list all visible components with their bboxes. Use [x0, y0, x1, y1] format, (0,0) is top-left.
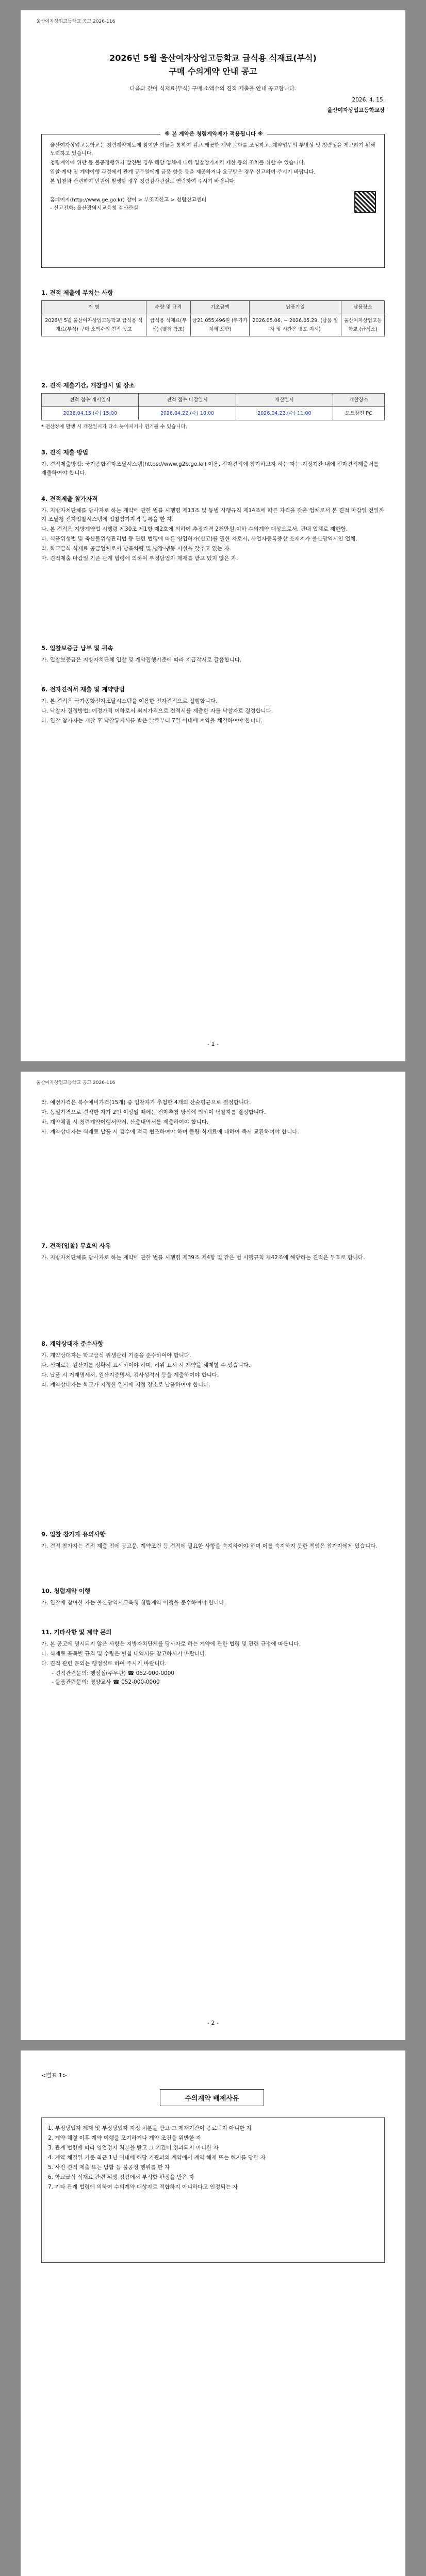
- section-title: 6. 전자견적서 제출 및 계약방법: [41, 686, 125, 693]
- section-title: 9. 입찰 참가자 유의사항: [41, 1531, 106, 1538]
- section-title: 1. 견적 제출에 부치는 사항: [41, 289, 113, 296]
- table-header: 견적 접수 개시일시: [42, 394, 139, 407]
- section-title: 11. 기타사항 및 계약 문의: [41, 1629, 112, 1636]
- section-body: 가. 입찰에 참여한 자는 울산광역시교육청 청렴계약 이행을 준수하여야 합니다.: [41, 1600, 226, 1606]
- table-cell: 금21,055,496원 (부가가치세 포함): [191, 314, 250, 336]
- table-header: 개찰일시: [236, 394, 333, 407]
- item-table: [41, 300, 385, 336]
- list-item: 나. 본 견적은 지방계약법 시행령 제30조 제1항 제2호에 의하여 추정가격 2천만원 이하 수의계약 대상으로서, 관내 업체로 제한함.: [41, 526, 348, 532]
- list-item: 다. 입찰 참가자는 개찰 후 낙찰통지서를 받은 날로부터 7일 이내에 계약을 체결하여야 합니다.: [41, 718, 263, 724]
- list-item: 나. 낙찰자 결정방법: 예정가격 이하로서 최저가격으로 견적서를 제출한 자를 낙찰자로 결정합니다.: [41, 708, 273, 714]
- table-header: 기초금액: [191, 301, 250, 314]
- section-title: 2. 견적 제출기간, 개찰일시 및 장소: [41, 382, 135, 389]
- section-title: 5. 입찰보증금 납부 및 귀속: [41, 645, 113, 652]
- section-11: [41, 1628, 385, 1687]
- section-body: 가. 견적 참가자는 견적 제출 전에 공고문, 계약조건 등 견적에 필요한 사항을 숙지하여야 하며 이를 숙지하지 못한 책임은 참가자에게 있습니다.: [41, 1543, 378, 1549]
- announce-date: 2026. 4. 15.: [352, 97, 385, 103]
- table-cell: 2026.04.22.(수) 11:00: [236, 407, 333, 420]
- list-item: 3. 관계 법령에 따라 영업정지 처분을 받고 그 기간이 경과되지 아니한 자: [48, 2145, 219, 2151]
- section-9: [41, 1530, 385, 1551]
- section-1: [41, 289, 385, 336]
- table-cell: 2026.04.15.(수) 15:00: [42, 407, 139, 420]
- list-item: 5. 사전 견적 제출 또는 담합 등 불공정 행위를 한 자: [48, 2164, 170, 2171]
- contact-line: - 견적관련문의: 행정실(주무관) ☎ 052-000-0000: [52, 1670, 175, 1676]
- notice-body: 울산여자상업고등학교는 청렴계약제도에 참여한 이들을 통하여 깊고 깨끗한 계약 문화를 조성하고, 계약업무의 투명성 및 청렴성을 제고하기 위해 노력하고 있습니다.: [50, 143, 375, 157]
- section-3: [41, 448, 385, 478]
- notice-contact: 홈페이지(http://www.ge.go.kr) 참여 > 부조리신고 > 청렴신고센터: [50, 197, 207, 203]
- list-item: 다. 견적 관련 문의는 행정실로 하여 주시기 바랍니다.: [41, 1660, 167, 1667]
- appendix-title: 수의계약 배제사유: [160, 2089, 264, 2106]
- notice-bullet: 청렴계약에 위반 등 불공정행위가 발견될 경우 해당 업체에 대해 입찰참가자격 제한 등의 조치를 취할 수 있습니다.: [50, 160, 306, 166]
- section-6-continued: [41, 1097, 385, 1138]
- doc-title: 2026년 5월 울산여자상업고등학교 급식용 식재료(부식): [109, 53, 317, 63]
- list-item: 다. 납품 시 거래명세서, 원산지증명서, 검사성적서 등을 제출하여야 합니다.: [41, 1372, 219, 1378]
- section-7: [41, 1242, 385, 1262]
- list-item: 나. 식재료 품목별 규격 및 수량은 별첨 내역서를 참고하시기 바랍니다.: [41, 1651, 207, 1657]
- doc-header: 울산여자상업고등학교 공고 2026-116: [36, 1080, 116, 1086]
- page-3: [21, 2050, 405, 2576]
- table-cell: 2026.04.22.(수) 10:00: [139, 407, 236, 420]
- table-cell: 2026.05.06. ~ 2026.05.29. (납품 일자 및 시간은 별도 지시): [250, 314, 341, 336]
- section-title: 3. 견적 제출 방법: [41, 449, 89, 456]
- table-header: 건 명: [42, 301, 146, 314]
- qr-code-icon: [354, 191, 376, 213]
- list-item: 가. 지방자치단체를 당사자로 하는 계약에 관한 법률 시행령 제13조 및 동법 시행규칙 제14조에 따른 자격을 갖춘 업체로서 본 견적 마감일 전일까지 조달청 전자입찰시스템에 입찰참가자격 등록을 한 자.: [41, 507, 384, 522]
- list-item: 라. 학교급식 식재료 공급업체로서 납품차량 및 냉장·냉동 시설을 갖추고 있는 자.: [41, 546, 231, 552]
- exclusion-list: [41, 2117, 385, 2263]
- page-number: - 1 -: [207, 1041, 219, 1047]
- list-item: 다. 식품위생법 및 축산물위생관리법 등 관련 법령에 따른 영업허가(신고)를 필한 자로서, 사업자등록증상 소재지가 울산광역시인 업체.: [41, 536, 357, 542]
- section-title: 8. 계약상대자 준수사항: [41, 1340, 104, 1347]
- list-item: 나. 식재료는 원산지를 정확히 표시하여야 하며, 허위 표시 시 계약을 해제할 수 있습니다.: [41, 1362, 251, 1368]
- list-item: 가. 계약상대자는 학교급식 위생관리 기준을 준수하여야 합니다.: [41, 1352, 191, 1359]
- list-item: 라. 계약상대자는 학교가 지정한 일시에 지정 장소로 납품하여야 합니다.: [41, 1382, 210, 1388]
- list-item: 가. 본 견적은 국가종합전자조달시스템을 이용한 전자견적으로 집행합니다.: [41, 698, 218, 704]
- integrity-notice: [41, 131, 385, 268]
- section-6: [41, 685, 385, 726]
- table-cell: 급식용 식재료(부식) (별첨 참조): [146, 314, 190, 336]
- list-item: 사. 계약상대자는 식재료 납품 시 검수에 적극 협조하여야 하며 불량 식재료에 대하여 즉시 교환하여야 합니다.: [41, 1129, 299, 1135]
- table-header: 납품기일: [250, 301, 341, 314]
- list-item: 4. 계약 체결일 기준 최근 1년 이내에 해당 기관과의 계약에서 계약 해제 또는 해지를 당한 자: [48, 2155, 266, 2161]
- table-cell: 울산여자상업고등학교 (급식소): [341, 314, 385, 336]
- section-body: 가. 견적제출방법: 국가종합전자조달시스템(https://www.g2b.go.kr) 이용, 전자견적에 참가하고자 하는 자는 지정기간 내에 전자견적제출서를 제출하여야 합니다.: [41, 461, 379, 476]
- list-item: 1. 부정당업자 제재 및 부정당업자 지정 처분을 받고 그 제재기간이 종료되지 아니한 자: [48, 2125, 252, 2131]
- list-item: 바. 계약체결 시 청렴계약이행서약서, 산출내역서를 제출하여야 합니다.: [41, 1119, 209, 1125]
- schedule-note: * 전산장애 발생 시 개찰일시가 다소 늦어지거나 연기될 수 있습니다.: [41, 424, 187, 430]
- notice-bullet: 본 입찰과 관련하여 민원이 발생할 경우 청렴감사관실로 연락하여 주시기 바랍니다.: [50, 179, 236, 184]
- table-header: 수량 및 규격: [146, 301, 190, 314]
- list-item: 가. 본 공고에 명시되지 않은 사항은 지방자치단체를 당사자로 하는 계약에 관한 법령 및 관련 규정에 따릅니다.: [41, 1641, 301, 1647]
- list-item: 6. 학교급식 식재료 관련 위생 점검에서 부적합 판정을 받은 자: [48, 2174, 194, 2180]
- list-item: 2. 계약 체결 이후 계약 이행을 포기하거나 계약 조건을 위반한 자: [48, 2135, 201, 2141]
- intro-text: 다음과 같이 식재료(부식) 구매 소액수의 견적 제출을 안내 공고합니다.: [129, 86, 297, 92]
- doc-subtitle: 구매 수의계약 안내 공고: [169, 66, 257, 76]
- section-8: [41, 1340, 385, 1391]
- notice-title: ※ 본 계약은 청렴계약제가 적용됩니다 ※: [160, 130, 267, 138]
- list-item: 마. 동일가격으로 견적한 자가 2인 이상일 때에는 전자추첨 방식에 의하여 낙찰자를 결정합니다.: [41, 1109, 266, 1115]
- page-number: - 2 -: [207, 2020, 219, 2026]
- page-2: [21, 1072, 405, 2040]
- org-name: 울산여자상업고등학교장: [327, 107, 385, 113]
- notice-contact-2: - 신고전화: 울산광역시교육청 감사관실: [50, 206, 139, 211]
- table-header: 납품장소: [341, 301, 385, 314]
- list-item: 마. 견적제출 마감일 기준 관계 법령에 의하여 부정당업자 제재를 받고 있지 않은 자.: [41, 555, 238, 562]
- contact-line: - 물품관련문의: 영양교사 ☎ 052-000-0000: [52, 1679, 160, 1685]
- notice-bullet: 입찰·계약 및 계약이행 과정에서 관계 공무원에게 금품·향응 등을 제공하거나 요구받은 경우 신고하여 주시기 바랍니다.: [50, 170, 316, 175]
- table-cell: 2026년 5월 울산여자상업고등학교 급식용 식재료(부식) 구매 소액수의 견적 공고: [42, 314, 146, 336]
- page-1: [21, 10, 405, 1061]
- section-title: 4. 견적제출 참가자격: [41, 495, 98, 502]
- section-title: 7. 견적(입찰) 무효의 사유: [41, 1242, 111, 1249]
- appendix-label: <별표 1>: [41, 2072, 68, 2079]
- table-cell: 모트장전 PC: [333, 407, 385, 420]
- table-header: 개찰장소: [333, 394, 385, 407]
- section-title: 10. 청렴계약 이행: [41, 1587, 91, 1595]
- section-4: [41, 495, 385, 564]
- section-body: 가. 지방자치단체를 당사자로 하는 계약에 관한 법률 시행령 제39조 제4항 및 같은 법 시행규칙 제42조에 해당하는 견적은 무효로 합니다.: [41, 1255, 365, 1261]
- list-item: 라. 예정가격은 복수예비가격(15개) 중 입찰자가 추첨한 4개의 산술평균으로 결정합니다.: [41, 1099, 251, 1106]
- section-body: 가. 입찰보증금은 지방자치단체 입찰 및 계약집행기준에 따라 지급각서로 갈음합니다.: [41, 657, 242, 663]
- table-header: 견적 접수 마감일시: [139, 394, 236, 407]
- section-10: [41, 1587, 385, 1607]
- list-item: 7. 기타 관계 법령에 의하여 수의계약 대상자로 적합하지 아니하다고 인정되는 자: [48, 2184, 238, 2190]
- schedule-table: [41, 393, 385, 420]
- doc-header: 울산여자상업고등학교 공고 2026-116: [36, 19, 116, 24]
- section-2: [41, 381, 385, 431]
- section-5: [41, 644, 385, 665]
